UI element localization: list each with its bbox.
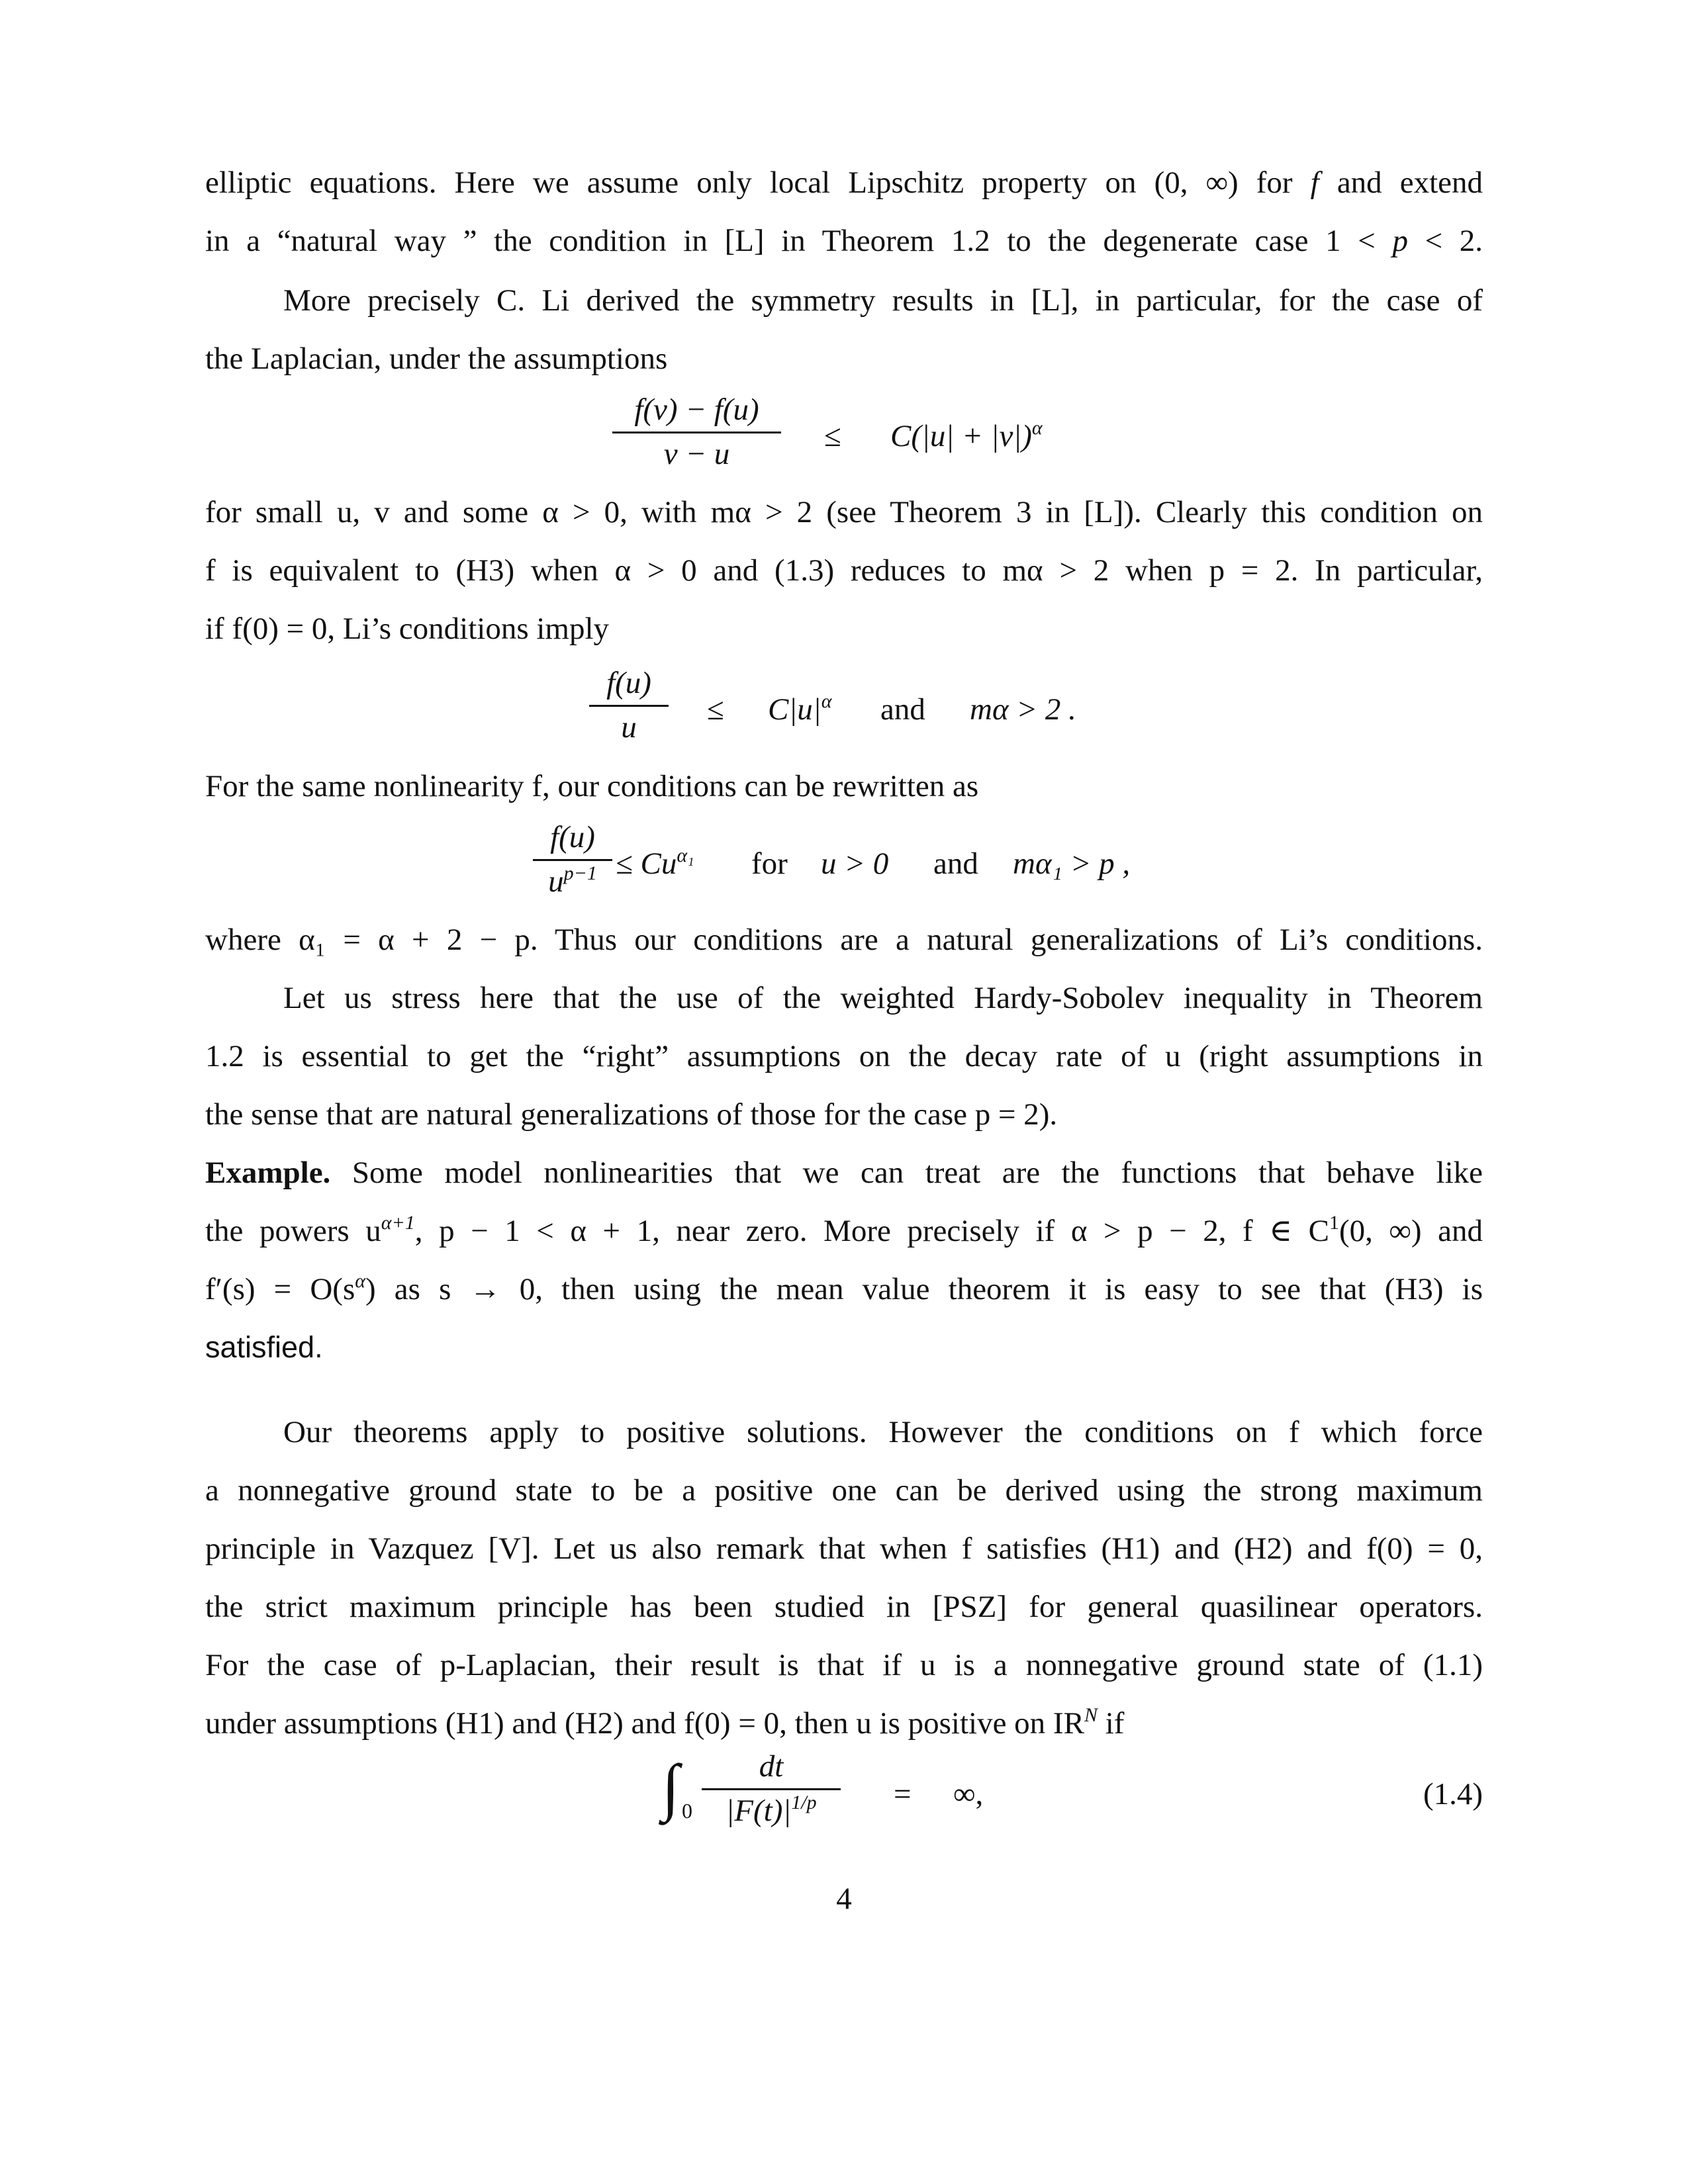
- equation-condition: u > 0: [821, 846, 889, 881]
- example-line: the powers $u^{\alpha+1}$, p − 1 < α + 1, near zero. More precisely if α > p − 2, f ∈ $C^1(0$, ∞) and: [205, 1212, 1483, 1248]
- equation-number: (1.4): [1423, 1777, 1483, 1811]
- text-line: the strict maximum principle has been studied in [PSZ] for general quasilinear operators.: [205, 1590, 1483, 1624]
- equation-fraction: f(v) − f(u) v − u: [612, 392, 781, 472]
- text-line: 1.2 is essential to get the “right” assumptions on the decay rate of u (right assumptions in: [205, 1039, 1483, 1073]
- integral-sign: ∫: [662, 1751, 680, 1822]
- equation-for: for: [751, 846, 788, 881]
- example-line: satisfied.: [205, 1330, 323, 1364]
- text-line: For the case of p-Laplacian, their result is that if u is a nonnegative ground state of (1.1): [205, 1648, 1483, 1682]
- equation-rhs: $C|u|^\alpha$: [768, 690, 832, 727]
- equation-fraction: f(u) u: [589, 665, 669, 745]
- text-line: More precisely C. Li derived the symmetry results in [L], in particular, for the case of: [283, 283, 1483, 318]
- equation-connector: and: [880, 692, 925, 727]
- integral-lower-limit: 0: [682, 1799, 692, 1823]
- example-line: $f'(s) = O(s^\alpha)$ as s → 0, then using the mean value theorem it is easy to see that (H3) is: [205, 1270, 1483, 1306]
- text-line: in a “natural way ” the condition in [L] in Theorem 1.2 to the degenerate case 1 < p < 2.: [205, 224, 1483, 258]
- text-line: elliptic equations. Here we assume only local Lipschitz property on (0, ∞) for f and extend: [205, 165, 1483, 200]
- equation-condition: mα > 2 .: [970, 692, 1076, 727]
- text-line: For the same nonlinearity f, our conditions can be rewritten as: [205, 769, 979, 803]
- example-line: Example. Some model nonlinearities that we can treat are the functions that behave like: [205, 1156, 1483, 1190]
- text-line: for small u, v and some α > 0, with mα > 2 (see Theorem 3 in [L]). Clearly this condition on: [205, 495, 1483, 529]
- equation-relation: =: [894, 1777, 912, 1811]
- text-line: principle in Vazquez [V]. Let us also remark that when f satisfies (H1) and (H2) and f(0) = 0,: [205, 1531, 1483, 1566]
- equation-rhs: ≤ $Cu^{\alpha_1}$: [616, 844, 694, 881]
- text-line: Our theorems apply to positive solutions. However the conditions on f which force: [283, 1415, 1483, 1449]
- equation-relation: ≤: [707, 692, 724, 727]
- text-line: a nonnegative ground state to be a positive one can be derived using the strong maximum: [205, 1473, 1483, 1508]
- text-line: if f(0) = 0, Li’s conditions imply: [205, 612, 610, 646]
- equation-fraction: dt $|F(t)|^{1/p}$: [702, 1749, 841, 1829]
- text-line: f is equivalent to (H3) when α > 0 and (1.3) reduces to mα > 2 when p = 2. In particular,: [205, 553, 1483, 588]
- text-line: the sense that are natural generalizations of those for the case p = 2).: [205, 1097, 1058, 1132]
- equation-condition: mα₁ > p ,: [1013, 846, 1131, 881]
- example-heading: Example.: [205, 1156, 331, 1190]
- page-number: 4: [836, 1882, 852, 1916]
- equation-fraction: f(u) $u^{p-1}$: [533, 819, 612, 899]
- equation-relation: ≤: [824, 419, 841, 453]
- equation-rhs: ∞,: [953, 1777, 984, 1811]
- text-line: where α₁ = α + 2 − p. Thus our conditions are a natural generalizations of Li’s conditions.: [205, 923, 1483, 957]
- equation-and: and: [933, 846, 978, 881]
- text-line: the Laplacian, under the assumptions: [205, 341, 668, 376]
- text-line: under assumptions (H1) and (H2) and f(0) = 0, then u is positive on $IR^N$ if: [205, 1704, 1125, 1741]
- text-line: Let us stress here that the use of the weighted Hardy-Sobolev inequality in Theorem: [283, 981, 1483, 1015]
- equation-rhs: $C(|u| + |v|)^\alpha$: [890, 417, 1043, 453]
